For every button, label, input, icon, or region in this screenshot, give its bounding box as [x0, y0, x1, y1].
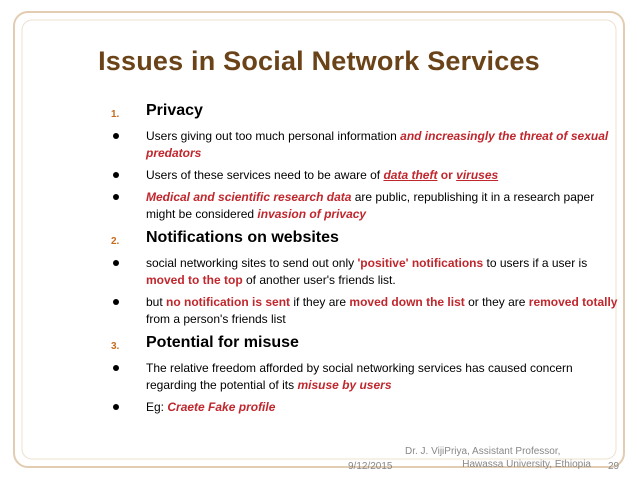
emphasis-segment: data theft [383, 168, 438, 182]
slide-content [104, 101, 624, 421]
emphasis-segment: and increasingly the threat of sexual predators [146, 129, 609, 160]
bullet-dot-icon [113, 404, 119, 410]
section-heading-row [104, 333, 624, 360]
emphasis-segment: 'positive' notifications [357, 256, 484, 270]
text-segment: to users if a user is [483, 256, 588, 270]
text-segment: Users of these services need to be aware of [146, 168, 384, 182]
bullet-item [104, 128, 624, 162]
text-segment: are public, republishing it in a research paper might be considered [146, 190, 595, 221]
emphasis-segment: or [437, 168, 457, 182]
text-segment: The relative freedom afforded by social networking services has caused concern regarding the potential of its [146, 361, 573, 392]
emphasis-segment: misuse by users [297, 378, 392, 392]
footer-date: 9/12/2015 [348, 461, 393, 472]
section-heading: Potential for misuse [146, 334, 299, 351]
emphasis-segment: removed totally [528, 295, 618, 309]
emphasis-segment: Medical and scientific research data [146, 190, 352, 204]
bullet-dot-icon [113, 260, 119, 266]
text-segment: Users giving out too much personal information [146, 129, 401, 143]
slide-title: Issues in Social Network Services [98, 46, 540, 76]
text-segment: if they are [290, 295, 350, 309]
emphasis-segment: moved to the top [146, 273, 243, 287]
bullet-dot-icon [113, 365, 119, 371]
footer-page-number: 29 [608, 461, 620, 472]
emphasis-segment: viruses [456, 168, 499, 182]
bullet-item [104, 255, 624, 289]
text-segment: of another user's friends list. [242, 273, 396, 287]
text-segment: but [146, 295, 167, 309]
bullet-text [146, 189, 624, 223]
emphasis-segment: moved down the list [349, 295, 465, 309]
section-number: 1. [111, 109, 120, 120]
text-segment: or they are [464, 295, 529, 309]
bullet-dot-icon [113, 133, 119, 139]
text-segment: Eg: [146, 400, 168, 414]
bullet-item [104, 189, 624, 223]
section-heading: Notifications on websites [146, 229, 339, 246]
section-number: 2. [111, 236, 120, 247]
bullet-text [146, 255, 624, 289]
footer-author-line2: Hawassa University, Ethiopia [462, 459, 591, 470]
bullet-text [146, 167, 624, 184]
bullet-dot-icon [113, 172, 119, 178]
bullet-item [104, 399, 624, 416]
bullet-item [104, 294, 624, 328]
section-heading: Privacy [146, 102, 203, 119]
emphasis-segment: no notification is sent [166, 295, 291, 309]
bullet-text [146, 294, 624, 328]
bullet-text [146, 399, 624, 416]
bullet-item [104, 360, 624, 394]
section-number: 3. [111, 341, 120, 352]
footer-author-line1: Dr. J. VijiPriya, Assistant Professor, [405, 446, 561, 457]
bullet-dot-icon [113, 194, 119, 200]
section-heading-row [104, 101, 624, 128]
bullet-dot-icon [113, 299, 119, 305]
bullet-text [146, 360, 624, 394]
bullet-item [104, 167, 624, 184]
text-segment: social networking sites to send out only [146, 256, 358, 270]
footer-author [405, 445, 605, 471]
text-segment: from a person's friends list [146, 312, 286, 326]
bullet-text [146, 128, 624, 162]
emphasis-segment: invasion of privacy [257, 207, 367, 221]
section-heading-row [104, 228, 624, 255]
emphasis-segment: Craete Fake profile [167, 400, 276, 414]
